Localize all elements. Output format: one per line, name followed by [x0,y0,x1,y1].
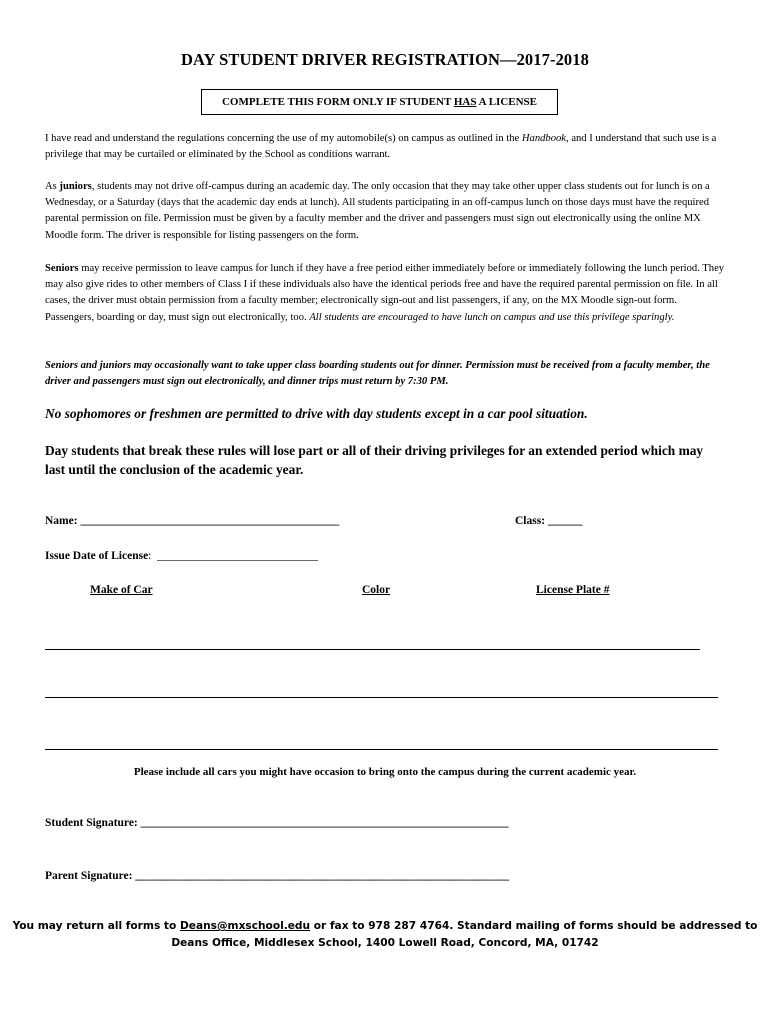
return-text-a: You may return all forms to [12,920,180,932]
juniors-text-b: , students may not drive off-campus during an academic day. The only occasion that they may take other upper class students out for lunch is on a Wednesday, or a Saturday (days that the academic day ends at lunch). All students participating in an off-campus lunch on those days must have the required parental permission on file. Permission must be given by a faculty member and the driver and passengers must sign out electronically using the online MX Moodle form. The driver is responsible for listing passengers on the form. [45,181,710,241]
car-entry-line-2[interactable] [45,697,718,698]
mailing-address: Deans Office, Middlesex School, 1400 Lowell Road, Concord, MA, 01742 [171,936,599,949]
car-entry-line-3[interactable] [45,749,718,750]
issue-date-label: Issue Date of License [45,550,149,562]
notice-emphasis: HAS [453,96,477,108]
notice-text-start: COMPLETE THIS FORM ONLY IF STUDENT [221,96,454,108]
juniors-text-a: As [45,181,60,192]
cars-instruction: Please include all cars you might have occasion to bring onto the campus during the current academic year. [133,766,637,778]
penalty-statement: Day students that break these rules will lose part or all of their driving privileges for an extended period which may last until the conclusion of the academic year. [45,443,704,477]
seniors-paragraph [45,261,725,326]
juniors-paragraph [45,179,725,244]
student-signature-field[interactable]: Student Signature: ________________________________________________________________ [45,817,509,829]
color-header: Color [362,584,391,596]
page-title: DAY STUDENT DRIVER REGISTRATION—2017-2018 [181,50,589,69]
issue-date-line[interactable]: : ____________________________ [148,550,319,562]
underclass-rule: No sophomores or freshmen are permitted to drive with day students except in a car pool situation. [45,406,588,421]
make-of-car-header: Make of Car [90,584,153,596]
issue-date-field[interactable] [45,550,318,562]
notice-text-end: A LICENSE [476,96,537,108]
parent-signature-field[interactable]: Parent Signature: _________________________________________________________________ [45,870,510,882]
ack-text-a: I have read and understand the regulations concerning the use of my automobile(s) on campus as outlined in the [45,133,522,144]
handbook-reference: Handbook [521,133,567,144]
seniors-italic-note: All students are encouraged to have lunch on campus and use this privilege sparingly. [309,311,675,323]
ack-text-b: , and I understand that such use is a privilege that may be curtailed or eliminated by the School as conditions warrant. [45,133,717,161]
seniors-text: may receive permission to leave campus for lunch if they have a free period either immediately before or immediately following the lunch period. They may also give rides to other members of Class I if these individuals also have the identical periods free and have the required parental permission on file. In all cases, the driver must obtain permission from a faculty member; electronically sign-out and list passengers, if any, on the MX Moodle sign-out form. Passengers, boarding or day, must sign out electronically, too. [45,263,725,323]
dinner-paragraph: Seniors and juniors may occasionally want to take upper class boarding students out for dinner. Permission must be received from a faculty member, the driver and passengers must sign out electronically, and dinner trips must return by 7:30 PM. [45,360,710,388]
return-instructions [0,918,770,951]
return-line-1 [0,918,770,935]
class-field[interactable]: Class: ______ [515,515,583,527]
juniors-keyword: juniors [59,181,92,192]
car-entry-line-1[interactable] [45,649,700,650]
license-notice-box [201,89,558,115]
return-text-b: or fax to 978 287 4764. Standard mailing of forms should be addressed to [310,920,758,932]
seniors-keyword: Seniors [45,263,79,274]
license-plate-header: License Plate # [536,584,610,596]
name-field[interactable]: Name: _____________________________________________ [45,515,340,527]
deans-email-link[interactable]: Deans@mxschool.edu [179,920,311,932]
acknowledgement-paragraph [45,131,725,163]
